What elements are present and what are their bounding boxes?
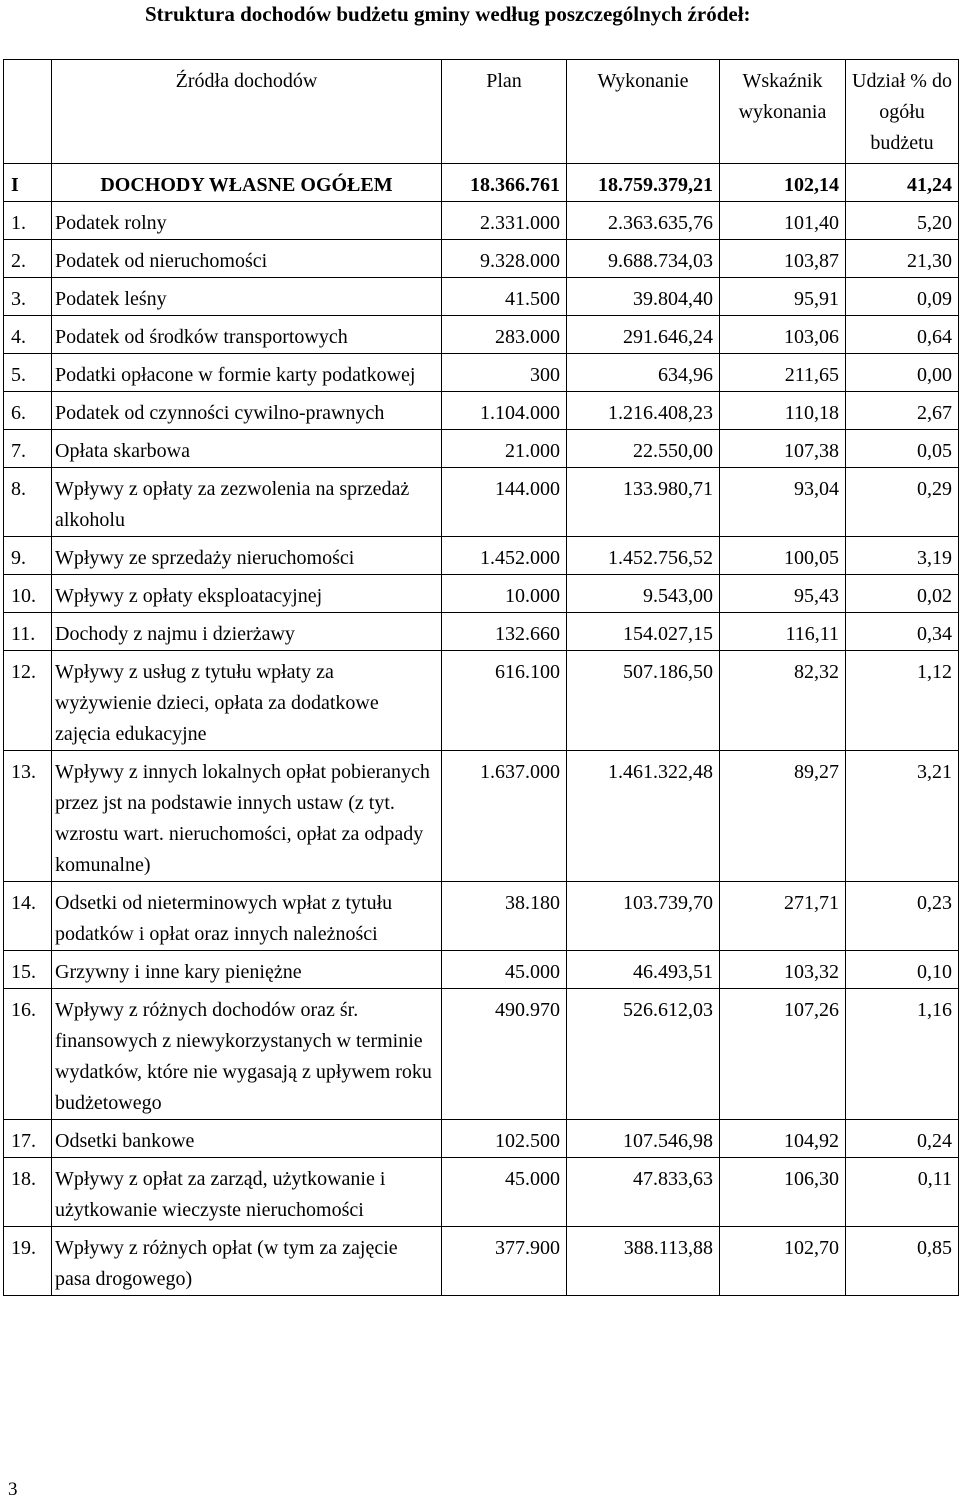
- row-source-name: Podatek leśny: [52, 278, 442, 316]
- row-share: 0,02: [846, 575, 959, 613]
- row-ratio: 211,65: [720, 354, 846, 392]
- row-execution: 22.550,00: [567, 430, 720, 468]
- row-execution: 507.186,50: [567, 651, 720, 751]
- table-row: [4, 392, 959, 430]
- total-nr: I: [4, 164, 52, 202]
- total-share: 41,24: [846, 164, 959, 202]
- row-share: 2,67: [846, 392, 959, 430]
- row-nr: 13.: [4, 751, 52, 882]
- row-share: 1,12: [846, 651, 959, 751]
- row-plan: 21.000: [442, 430, 567, 468]
- row-plan: 300: [442, 354, 567, 392]
- row-nr: 12.: [4, 651, 52, 751]
- row-source-name: Dochody z najmu i dzierżawy: [52, 613, 442, 651]
- row-ratio: 95,91: [720, 278, 846, 316]
- table-row: [4, 316, 959, 354]
- row-share: 0,34: [846, 613, 959, 651]
- row-ratio: 95,43: [720, 575, 846, 613]
- row-nr: 8.: [4, 468, 52, 537]
- row-ratio: 110,18: [720, 392, 846, 430]
- row-execution: 1.461.322,48: [567, 751, 720, 882]
- total-execution: 18.759.379,21: [567, 164, 720, 202]
- row-ratio: 104,92: [720, 1120, 846, 1158]
- row-share: 0,10: [846, 951, 959, 989]
- header-nr: [4, 60, 52, 164]
- row-nr: 19.: [4, 1227, 52, 1296]
- row-source-name: Podatki opłacone w formie karty podatkowej: [52, 354, 442, 392]
- row-plan: 1.104.000: [442, 392, 567, 430]
- row-ratio: 100,05: [720, 537, 846, 575]
- row-nr: 5.: [4, 354, 52, 392]
- row-source-name: Wpływy z usług z tytułu wpłaty za wyżywienie dzieci, opłata za dodatkowe zajęcia edukacyjne: [52, 651, 442, 751]
- row-source-name: Podatek od środków transportowych: [52, 316, 442, 354]
- row-plan: 45.000: [442, 951, 567, 989]
- row-ratio: 82,32: [720, 651, 846, 751]
- table-row: [4, 1120, 959, 1158]
- row-source-name: Wpływy z opłat za zarząd, użytkowanie i użytkowanie wieczyste nieruchomości: [52, 1158, 442, 1227]
- row-source-name: Wpływy z opłaty eksploatacyjnej: [52, 575, 442, 613]
- row-share: 5,20: [846, 202, 959, 240]
- row-plan: 1.637.000: [442, 751, 567, 882]
- row-source-name: Wpływy z opłaty za zezwolenia na sprzedaż alkoholu: [52, 468, 442, 537]
- row-execution: 526.612,03: [567, 989, 720, 1120]
- row-plan: 132.660: [442, 613, 567, 651]
- row-source-name: Wpływy z innych lokalnych opłat pobieranych przez jst na podstawie innych ustaw (z tyt. wzrostu wart. nieruchomości, opłat za odpady komunalne): [52, 751, 442, 882]
- total-name: DOCHODY WŁASNE OGÓŁEM: [52, 164, 442, 202]
- header-row: [4, 60, 959, 164]
- row-ratio: 103,32: [720, 951, 846, 989]
- header-execution: Wykonanie: [567, 60, 720, 164]
- page-number: 3: [8, 1479, 18, 1500]
- row-nr: 15.: [4, 951, 52, 989]
- row-execution: 291.646,24: [567, 316, 720, 354]
- row-ratio: 107,38: [720, 430, 846, 468]
- row-plan: 38.180: [442, 882, 567, 951]
- table-row: [4, 537, 959, 575]
- row-execution: 39.804,40: [567, 278, 720, 316]
- header-plan: Plan: [442, 60, 567, 164]
- table-row: [4, 575, 959, 613]
- row-nr: 2.: [4, 240, 52, 278]
- row-ratio: 116,11: [720, 613, 846, 651]
- row-share: 3,21: [846, 751, 959, 882]
- row-plan: 102.500: [442, 1120, 567, 1158]
- total-ratio: 102,14: [720, 164, 846, 202]
- table-row: [4, 202, 959, 240]
- row-nr: 6.: [4, 392, 52, 430]
- row-nr: 9.: [4, 537, 52, 575]
- row-execution: 9.688.734,03: [567, 240, 720, 278]
- row-execution: 2.363.635,76: [567, 202, 720, 240]
- row-nr: 17.: [4, 1120, 52, 1158]
- row-execution: 1.452.756,52: [567, 537, 720, 575]
- row-share: 3,19: [846, 537, 959, 575]
- row-ratio: 89,27: [720, 751, 846, 882]
- row-source-name: Wpływy ze sprzedaży nieruchomości: [52, 537, 442, 575]
- row-source-name: Grzywny i inne kary pieniężne: [52, 951, 442, 989]
- total-row: [4, 164, 959, 202]
- row-ratio: 271,71: [720, 882, 846, 951]
- table-row: [4, 1227, 959, 1296]
- table-row: [4, 613, 959, 651]
- row-source-name: Podatek rolny: [52, 202, 442, 240]
- row-execution: 1.216.408,23: [567, 392, 720, 430]
- row-plan: 490.970: [442, 989, 567, 1120]
- row-nr: 16.: [4, 989, 52, 1120]
- document-title: Struktura dochodów budżetu gminy według poszczególnych źródeł:: [145, 2, 751, 26]
- row-share: 0,85: [846, 1227, 959, 1296]
- table-row: [4, 468, 959, 537]
- header-execution-ratio: Wskaźnik wykonania: [720, 60, 846, 164]
- table-row: [4, 430, 959, 468]
- row-plan: 144.000: [442, 468, 567, 537]
- total-plan: 18.366.761: [442, 164, 567, 202]
- table-row: [4, 1158, 959, 1227]
- row-execution: 388.113,88: [567, 1227, 720, 1296]
- row-plan: 10.000: [442, 575, 567, 613]
- row-source-name: Wpływy z różnych dochodów oraz śr. finansowych z niewykorzystanych w terminie wydatków, które nie wygasają z upływem roku budżetowego: [52, 989, 442, 1120]
- row-source-name: Opłata skarbowa: [52, 430, 442, 468]
- row-ratio: 107,26: [720, 989, 846, 1120]
- row-nr: 7.: [4, 430, 52, 468]
- row-share: 0,23: [846, 882, 959, 951]
- row-execution: 9.543,00: [567, 575, 720, 613]
- row-nr: 1.: [4, 202, 52, 240]
- row-execution: 133.980,71: [567, 468, 720, 537]
- table-row: [4, 989, 959, 1120]
- table-row: [4, 651, 959, 751]
- row-source-name: Podatek od nieruchomości: [52, 240, 442, 278]
- row-plan: 45.000: [442, 1158, 567, 1227]
- row-share: 0,29: [846, 468, 959, 537]
- row-share: 0,05: [846, 430, 959, 468]
- revenue-table: [3, 59, 959, 1296]
- table-row: [4, 240, 959, 278]
- row-nr: 10.: [4, 575, 52, 613]
- row-execution: 46.493,51: [567, 951, 720, 989]
- row-ratio: 93,04: [720, 468, 846, 537]
- row-share: 0,00: [846, 354, 959, 392]
- row-execution: 634,96: [567, 354, 720, 392]
- row-plan: 283.000: [442, 316, 567, 354]
- row-share: 0,64: [846, 316, 959, 354]
- row-execution: 107.546,98: [567, 1120, 720, 1158]
- table-row: [4, 951, 959, 989]
- row-execution: 103.739,70: [567, 882, 720, 951]
- row-ratio: 102,70: [720, 1227, 846, 1296]
- row-plan: 377.900: [442, 1227, 567, 1296]
- row-nr: 14.: [4, 882, 52, 951]
- row-source-name: Odsetki bankowe: [52, 1120, 442, 1158]
- row-ratio: 101,40: [720, 202, 846, 240]
- row-plan: 41.500: [442, 278, 567, 316]
- row-ratio: 103,06: [720, 316, 846, 354]
- table-row: [4, 751, 959, 882]
- row-ratio: 106,30: [720, 1158, 846, 1227]
- row-plan: 1.452.000: [442, 537, 567, 575]
- row-source-name: Wpływy z różnych opłat (w tym za zajęcie pasa drogowego): [52, 1227, 442, 1296]
- row-source-name: Podatek od czynności cywilno-prawnych: [52, 392, 442, 430]
- table-row: [4, 278, 959, 316]
- row-plan: 9.328.000: [442, 240, 567, 278]
- row-plan: 616.100: [442, 651, 567, 751]
- table-row: [4, 882, 959, 951]
- table-row: [4, 354, 959, 392]
- row-source-name: Odsetki od nieterminowych wpłat z tytułu podatków i opłat oraz innych należności: [52, 882, 442, 951]
- row-share: 1,16: [846, 989, 959, 1120]
- row-share: 0,24: [846, 1120, 959, 1158]
- row-execution: 47.833,63: [567, 1158, 720, 1227]
- row-plan: 2.331.000: [442, 202, 567, 240]
- row-share: 0,09: [846, 278, 959, 316]
- row-ratio: 103,87: [720, 240, 846, 278]
- header-source: Źródła dochodów: [52, 60, 442, 164]
- row-share: 0,11: [846, 1158, 959, 1227]
- header-share: Udział % do ogółu budżetu: [846, 60, 959, 164]
- row-execution: 154.027,15: [567, 613, 720, 651]
- row-share: 21,30: [846, 240, 959, 278]
- row-nr: 11.: [4, 613, 52, 651]
- row-nr: 3.: [4, 278, 52, 316]
- row-nr: 4.: [4, 316, 52, 354]
- row-nr: 18.: [4, 1158, 52, 1227]
